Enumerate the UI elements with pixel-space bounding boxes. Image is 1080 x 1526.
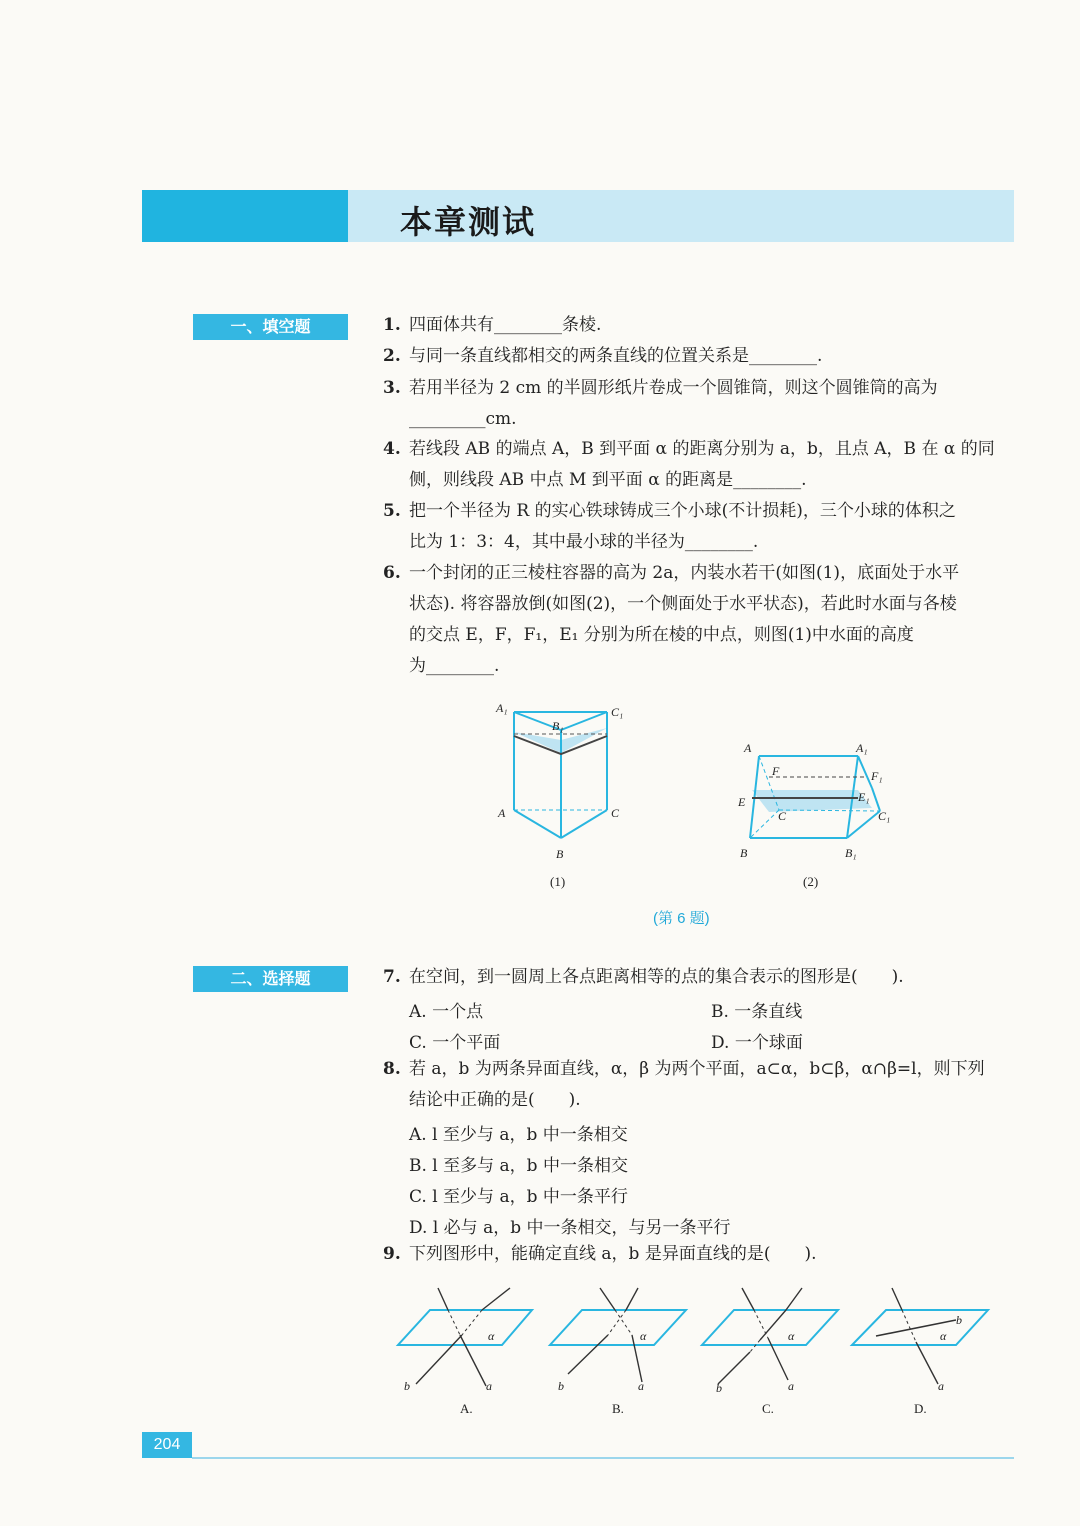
figure-9-option-d xyxy=(852,1288,988,1416)
figure-9-option-a xyxy=(398,1288,532,1416)
label-B: B xyxy=(740,846,748,860)
question-text: 比为 1：3：4，其中最小球的半径为________. xyxy=(409,532,759,552)
label-A: A xyxy=(744,741,752,755)
question-9 xyxy=(383,1239,1017,1270)
label-B1: B₁ xyxy=(552,719,564,733)
chapter-title: 本章测试 xyxy=(400,203,537,241)
option-c[interactable]: C. 一个平面 xyxy=(409,1033,501,1053)
figure-6-sub-1: (1) xyxy=(550,874,566,889)
question-text: 为________. xyxy=(409,656,500,676)
label-E1: E₁ xyxy=(858,790,870,804)
question-text: 一个封闭的正三棱柱容器的高为 2a，内装水若干(如图(1)，底面处于水平 xyxy=(409,563,960,583)
label-A1: A₁ xyxy=(856,741,868,755)
question-text: 若用半径为 2 cm 的半圆形纸片卷成一个圆锥筒，则这个圆锥筒的高为 xyxy=(409,378,938,398)
question-text: 若 a，b 为两条异面直线，α，β 为两个平面，a⊂α，b⊂β，α∩β=l，则下列 xyxy=(409,1059,985,1079)
question-number: 8. xyxy=(383,1059,401,1079)
question-3 xyxy=(383,373,1017,435)
question-5 xyxy=(383,496,1017,558)
option-d[interactable]: D. l 必与 a，b 中一条相交，与另一条平行 xyxy=(409,1218,731,1238)
question-text: 结论中正确的是( ). xyxy=(409,1090,581,1110)
question-text: 在空间，到一圆周上各点距离相等的点的集合表示的图形是( ). xyxy=(409,967,904,987)
label-b: b xyxy=(558,1379,564,1393)
label-alpha: α xyxy=(640,1329,647,1343)
question-text: 下列图形中，能确定直线 a，b 是异面直线的是( ). xyxy=(409,1244,817,1264)
section-label-fill-blank: 一、填空题 xyxy=(193,314,348,340)
figure-9 xyxy=(390,1280,1000,1420)
figure-9-label-d: D. xyxy=(914,1401,927,1416)
label-a: a xyxy=(788,1379,794,1393)
option-b[interactable]: B. l 至多与 a，b 中一条相交 xyxy=(409,1156,628,1176)
label-C: C xyxy=(611,806,620,820)
label-C1: C₁ xyxy=(611,705,624,719)
question-text: 四面体共有________条棱. xyxy=(409,315,602,335)
label-A: A xyxy=(498,806,506,820)
figure-6-sub-2: (2) xyxy=(803,874,819,889)
question-text: 的交点 E，F，F₁，E₁ 分别为所在棱的中点，则图(1)中水面的高度 xyxy=(409,625,914,645)
question-4 xyxy=(383,434,1017,496)
option-d[interactable]: D. 一个球面 xyxy=(711,1033,803,1053)
option-c[interactable]: C. l 至少与 a，b 中一条平行 xyxy=(409,1187,628,1207)
question-text: 状态). 将容器放倒(如图(2)，一个侧面处于水平状态)，若此时水面与各棱 xyxy=(409,594,957,614)
label-E: E xyxy=(738,795,746,809)
label-F: F xyxy=(772,764,780,778)
figure-6-caption: (第 6 题) xyxy=(653,910,710,927)
figure-6 xyxy=(480,690,900,900)
label-b: b xyxy=(716,1381,722,1395)
question-1 xyxy=(383,310,1017,341)
figure-9-option-c xyxy=(702,1288,838,1416)
footer-rule xyxy=(192,1457,1014,1459)
section-label-choice: 二、选择题 xyxy=(193,966,348,992)
question-number: 3. xyxy=(383,378,401,398)
figure-9-label-a: A. xyxy=(460,1401,473,1416)
question-number: 1. xyxy=(383,315,401,335)
question-number: 9. xyxy=(383,1244,401,1264)
question-text: 与同一条直线都相交的两条直线的位置关系是________. xyxy=(409,346,823,366)
option-b[interactable]: B. 一条直线 xyxy=(711,1002,803,1022)
page-number: 204 xyxy=(142,1432,192,1458)
label-F1: F₁ xyxy=(871,769,883,783)
question-text: 把一个半径为 R 的实心铁球铸成三个小球(不计损耗)，三个小球的体积之 xyxy=(409,501,956,521)
label-C: C xyxy=(778,809,787,823)
figure-9-label-b: B. xyxy=(612,1401,624,1416)
label-alpha: α xyxy=(788,1329,795,1343)
question-number: 2. xyxy=(383,346,401,366)
label-b: b xyxy=(956,1313,962,1327)
question-7 xyxy=(383,962,1017,993)
figure-9-option-b xyxy=(550,1288,686,1416)
question-number: 6. xyxy=(383,563,401,583)
question-8 xyxy=(383,1054,1017,1116)
question-text: 侧，则线段 AB 中点 M 到平面 α 的距离是________. xyxy=(409,470,807,490)
question-number: 5. xyxy=(383,501,401,521)
label-A1: A₁ xyxy=(496,701,508,715)
question-text: 若线段 AB 的端点 A，B 到平面 α 的距离分别为 a，b，且点 A，B 在 α 的同 xyxy=(409,439,995,459)
question-number: 7. xyxy=(383,967,401,987)
question-2 xyxy=(383,341,1017,372)
label-B: B xyxy=(556,847,564,861)
figure-9-label-c: C. xyxy=(762,1401,774,1416)
label-a: a xyxy=(638,1379,644,1393)
option-a[interactable]: A. l 至少与 a，b 中一条相交 xyxy=(409,1125,628,1145)
label-b: b xyxy=(404,1379,410,1393)
question-text: _________cm. xyxy=(409,409,517,429)
label-B1: B₁ xyxy=(845,846,857,860)
question-6 xyxy=(383,558,1017,682)
question-number: 4. xyxy=(383,439,401,459)
label-a: a xyxy=(486,1379,492,1393)
label-alpha: α xyxy=(940,1329,947,1343)
label-a: a xyxy=(938,1379,944,1393)
option-a[interactable]: A. 一个点 xyxy=(409,1002,484,1022)
chapter-title-accent xyxy=(142,190,348,242)
label-C1: C₁ xyxy=(878,809,891,823)
label-alpha: α xyxy=(488,1329,495,1343)
